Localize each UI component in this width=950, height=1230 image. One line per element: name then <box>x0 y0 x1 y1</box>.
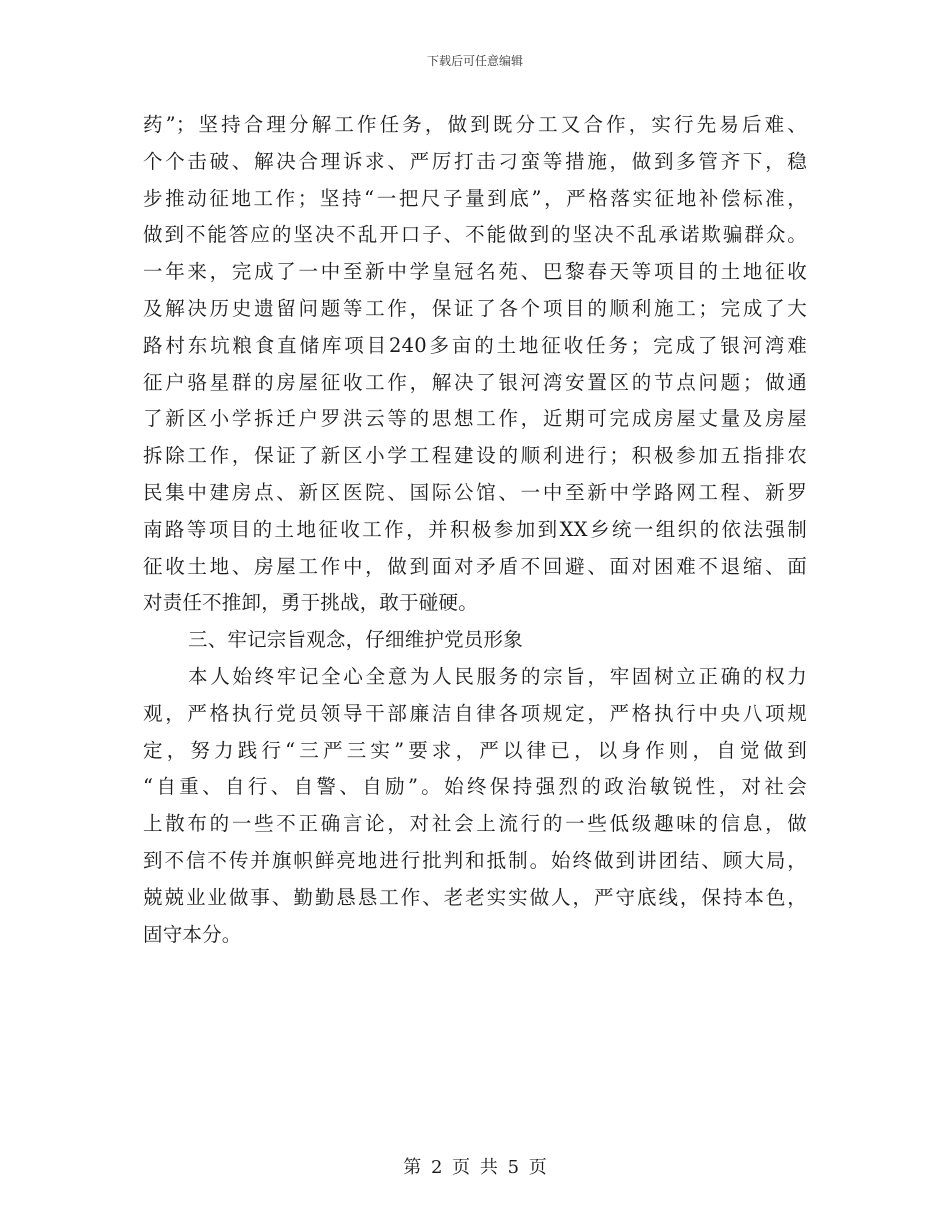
body-line: 及解决历史遗留问题等工作，保证了各个项目的顺利施工；完成了大 <box>143 296 807 320</box>
paragraph-line: 观，严格执行党员领导干部廉洁自律各项规定，严格执行中央八项规 <box>143 701 807 725</box>
document-body <box>143 107 807 953</box>
body-line: 征收土地、房屋工作中，做到面对矛盾不回避、面对困难不退缩、面 <box>143 554 807 578</box>
body-line: 一年来，完成了一中至新中学皇冠名苑、巴黎春天等项目的土地征收 <box>143 260 807 284</box>
paragraph-line: 上散布的一些不正确言论，对社会上流行的一些低级趣味的信息，做 <box>143 812 807 836</box>
section-heading: 三、牢记宗旨观念，仔细维护党员形象 <box>188 628 523 652</box>
body-line: 对责任不推卸，勇于挑战，敢于碰硬。 <box>143 591 478 615</box>
body-line: 步推动征地工作；坚持“一把尺子量到底”，严格落实征地补偿标准， <box>143 186 807 210</box>
paragraph-line: 定，努力践行“三严三实”要求，严以律已，以身作则，自觉做到 <box>143 738 807 762</box>
paragraph-line: 兢兢业业做事、勤勤恳恳工作、老老实实做人，严守底线，保持本色， <box>143 885 807 909</box>
header-note: 下载后可任意编辑 <box>426 54 523 68</box>
body-line: 路村东坑粮食直储库项目240多亩的土地征收任务；完成了银河湾难 <box>143 333 807 357</box>
body-line: 个个击破、解决合理诉求、严厉打击刁蛮等措施，做到多管齐下，稳 <box>143 149 807 173</box>
body-line: 了新区小学拆迁户罗洪云等的思想工作，近期可完成房屋丈量及房屋 <box>143 407 807 431</box>
body-line: 做到不能答应的坚决不乱开口子、不能做到的坚决不乱承诺欺骗群众。 <box>143 223 807 247</box>
body-line: 拆除工作，保证了新区小学工程建设的顺利进行；积极参加五指排农 <box>143 444 807 468</box>
paragraph-line: 到不信不传并旗帜鲜亮地进行批判和抵制。始终做到讲团结、顾大局， <box>143 848 807 872</box>
page-number: 第 2 页 共 5 页 <box>403 1157 547 1178</box>
body-line: 南路等项目的土地征收工作，并积极参加到XX乡统一组织的依法强制 <box>143 517 807 541</box>
paragraph-line: 本人始终牢记全心全意为人民服务的宗旨，牢固树立正确的权力 <box>188 664 807 688</box>
paragraph-line: 固守本分。 <box>143 922 242 946</box>
body-line: 征户骆星群的房屋征收工作，解决了银河湾安置区的节点问题；做通 <box>143 370 807 394</box>
paragraph-line: “自重、自行、自警、自励”。始终保持强烈的政治敏锐性，对社会 <box>143 775 807 799</box>
body-line: 民集中建房点、新区医院、国际公馆、一中至新中学路网工程、新罗 <box>143 480 807 504</box>
body-line: 药”；坚持合理分解工作任务，做到既分工又合作，实行先易后难、 <box>143 113 807 136</box>
